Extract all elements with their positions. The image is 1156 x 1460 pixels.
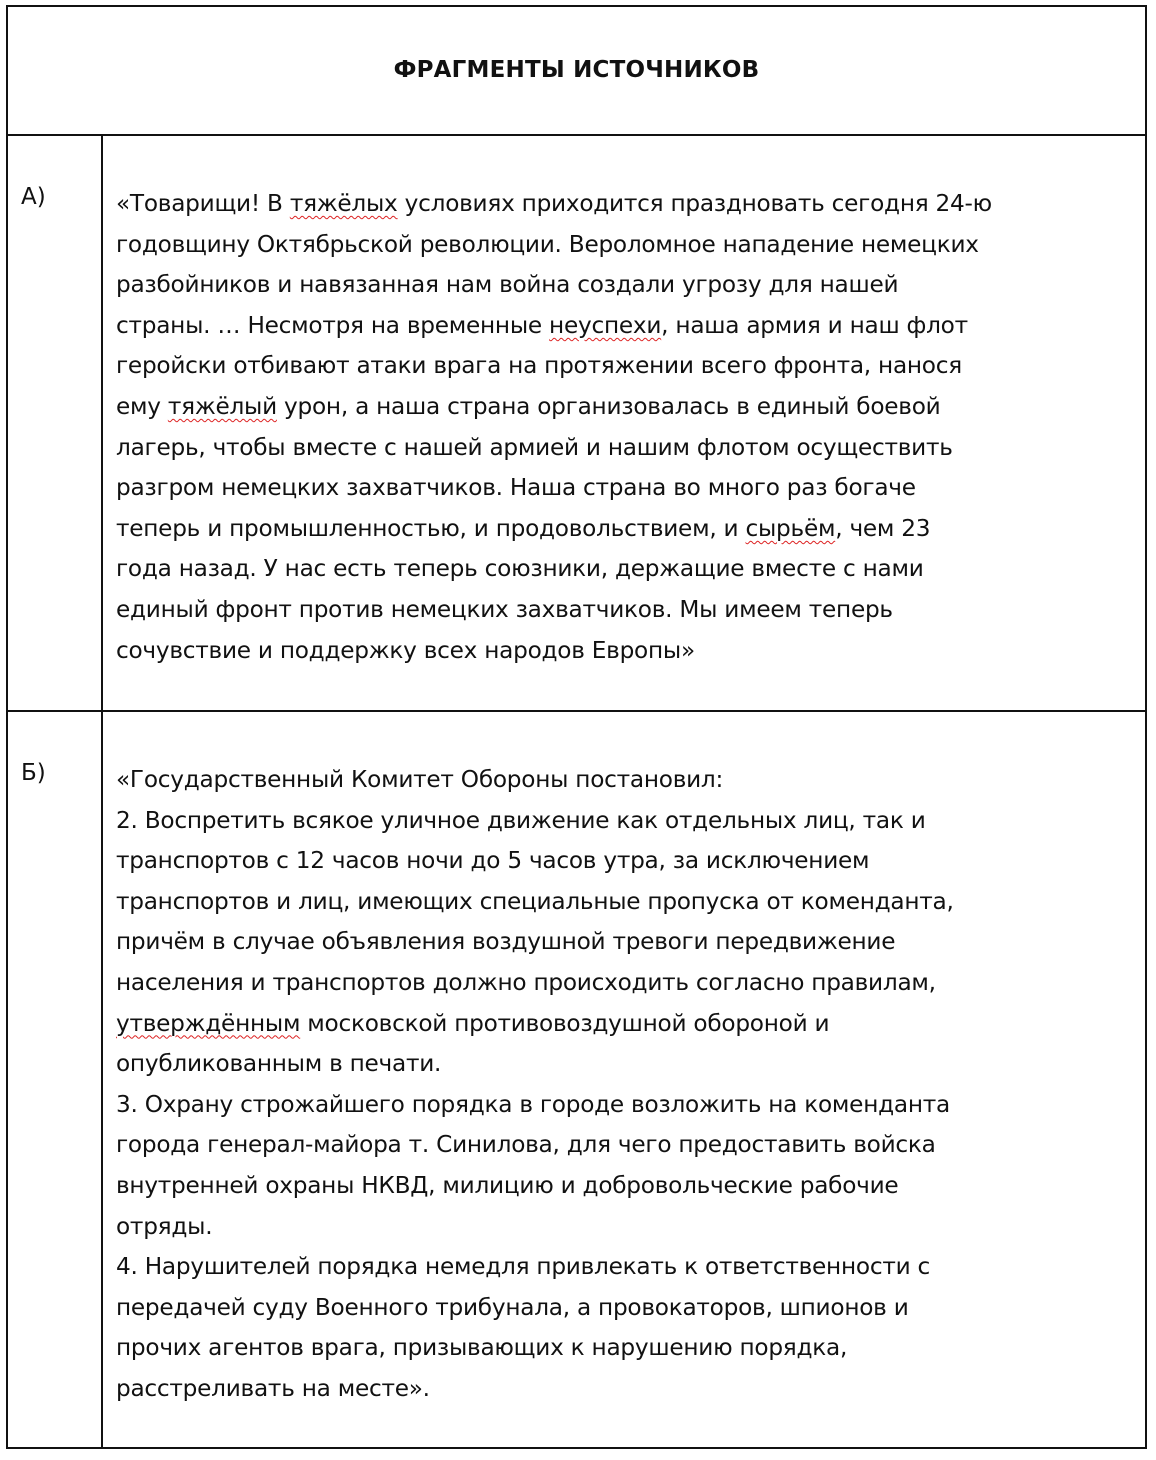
- text-line: единый фронт против немецких захватчиков. Мы имеем теперь: [116, 595, 893, 623]
- text-line: геройски отбивают атаки врага на протяжении всего фронта, нанося: [116, 352, 962, 380]
- spellcheck-flagged-word[interactable]: неуспехи: [549, 311, 662, 339]
- spellcheck-flagged-word[interactable]: сырьём: [745, 514, 836, 542]
- spellcheck-flagged-word[interactable]: утверждённым: [116, 1009, 301, 1037]
- text-line: отряды.: [116, 1212, 213, 1240]
- text-cell[interactable]: [103, 136, 1145, 710]
- fragment-label: Б): [21, 760, 46, 786]
- text-line: передачей суду Военного трибунала, а провокаторов, шпионов и: [116, 1293, 909, 1321]
- text-line: опубликованным в печати.: [116, 1050, 442, 1078]
- text-line: ему тяжёлый урон, а наша страна организовалась в единый боевой: [116, 392, 941, 420]
- fragment-text[interactable]: [116, 760, 1135, 1410]
- text-line: года назад. У нас есть теперь союзники, держащие вместе с нами: [116, 555, 924, 583]
- spellcheck-flagged-word[interactable]: тяжёлых: [289, 190, 398, 217]
- label-cell: [8, 136, 103, 710]
- text-line: лагерь, чтобы вместе с нашей армией и нашим флотом осуществить: [116, 433, 953, 461]
- text-line: разбойников и навязанная нам война создали угрозу для нашей: [116, 271, 899, 299]
- text-line: города генерал-майора т. Синилова, для чего предоставить войска: [116, 1131, 936, 1159]
- text-line: внутренней охраны НКВД, милицию и добровольческие рабочие: [116, 1171, 899, 1199]
- text-line: транспортов и лиц, имеющих специальные пропуска от коменданта,: [116, 887, 954, 915]
- text-line: страны. … Несмотря на временные неуспехи, наша армия и наш флот: [116, 311, 968, 339]
- text-line: годовщину Октябрьской революции. Вероломное нападение немецких: [116, 230, 979, 258]
- text-line: прочих агентов врага, призывающих к нарушению порядка,: [116, 1334, 848, 1362]
- text-line: транспортов с 12 часов ночи до 5 часов утра, за исключением: [116, 847, 870, 875]
- spellcheck-flagged-word[interactable]: тяжёлый: [167, 392, 277, 420]
- text-line: расстреливать на месте».: [116, 1374, 430, 1402]
- sources-table: [6, 5, 1147, 1449]
- fragment-label: А): [21, 184, 46, 210]
- page-title: ФРАГМЕНТЫ ИСТОЧНИКОВ: [393, 56, 760, 83]
- text-line: 4. Нарушителей порядка немедля привлекать к ответственности с: [116, 1253, 931, 1281]
- fragment-row-a: [8, 136, 1145, 712]
- text-line: разгром немецких захватчиков. Наша страна во много раз богаче: [116, 474, 916, 502]
- text-cell[interactable]: [103, 712, 1145, 1447]
- text-line: сочувствие и поддержку всех народов Европы»: [116, 636, 695, 664]
- text-line: «Государственный Комитет Обороны постановил:: [116, 766, 724, 793]
- text-line: населения и транспортов должно происходить согласно правилам,: [116, 968, 936, 996]
- fragment-row-b: [8, 712, 1145, 1447]
- fragment-text[interactable]: [116, 184, 1135, 671]
- text-line: утверждённым московской противовоздушной обороной и: [116, 1009, 830, 1037]
- label-cell: [8, 712, 103, 1447]
- table-header: [8, 7, 1145, 136]
- text-line: теперь и промышленностью, и продовольствием, и сырьём, чем 23: [116, 514, 931, 542]
- text-line: 2. Воспретить всякое уличное движение как отдельных лиц, так и: [116, 806, 926, 834]
- text-line: 3. Охрану строжайшего порядка в городе возложить на коменданта: [116, 1090, 950, 1118]
- text-line: «Товарищи! В тяжёлых условиях приходится праздновать сегодня 24-ю: [116, 190, 992, 217]
- text-line: причём в случае объявления воздушной тревоги передвижение: [116, 928, 896, 956]
